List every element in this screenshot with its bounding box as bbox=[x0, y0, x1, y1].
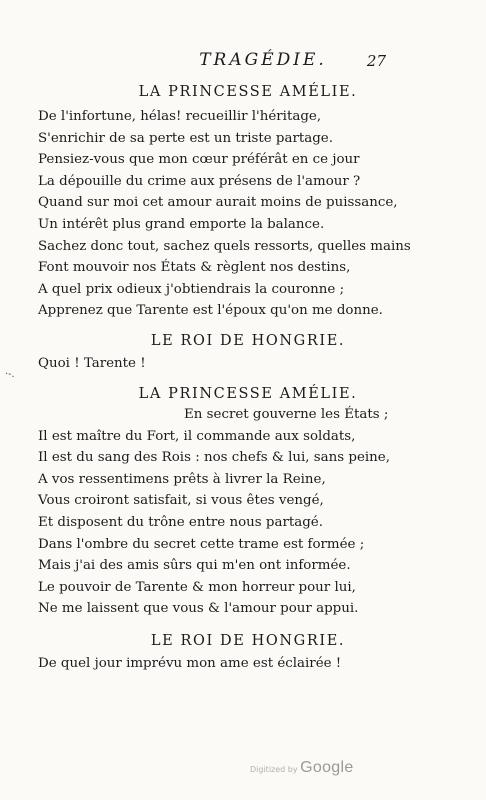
verse-line: Dans l'ombre du secret cette trame est formée ; bbox=[38, 536, 365, 552]
verse-line: Apprenez que Tarente est l'époux qu'on me donne. bbox=[38, 303, 383, 319]
speech-4 bbox=[38, 633, 458, 675]
speaker-heading: LE ROI DE HONGRIE. bbox=[150, 633, 346, 649]
verse-line: Le pouvoir de Tarente & mon horreur pour lui, bbox=[38, 579, 356, 595]
verse-line: Il est du sang des Rois : nos chefs & lui, sans peine, bbox=[38, 450, 390, 466]
verse-line: Vous croiront satisfait, si vous êtes vengé, bbox=[38, 493, 324, 509]
watermark-prefix: Digitized by bbox=[250, 765, 298, 774]
speaker-heading: LA PRINCESSE AMÉLIE. bbox=[138, 84, 358, 100]
speech-3 bbox=[38, 386, 458, 620]
verse-line: Il est maître du Fort, il commande aux soldats, bbox=[38, 428, 356, 444]
digitization-watermark bbox=[250, 759, 354, 777]
page-number: 27 bbox=[366, 52, 386, 70]
running-title: TRAGÉDIE. bbox=[199, 50, 327, 70]
verse-line: La dépouille du crime aux présens de l'amour ? bbox=[38, 173, 361, 189]
verse-line: A quel prix odieux j'obtiendrais la couronne ; bbox=[38, 281, 345, 297]
verse-line: S'enrichir de sa perte est un triste partage. bbox=[38, 130, 333, 146]
verse-line: Ne me laissent que vous & l'amour pour appui. bbox=[38, 601, 359, 617]
verse-line: Pensiez-vous que mon cœur préférât en ce jour bbox=[38, 152, 360, 168]
speaker-heading: LE ROI DE HONGRIE. bbox=[150, 333, 346, 349]
watermark-brand: Google bbox=[300, 759, 354, 776]
verse-line: Mais j'ai des amis sûrs qui m'en ont informée. bbox=[38, 558, 351, 574]
verse-line: Quand sur moi cet amour aurait moins de puissance, bbox=[38, 195, 398, 211]
speech-2 bbox=[38, 333, 458, 375]
speaker-heading: LA PRINCESSE AMÉLIE. bbox=[138, 386, 358, 402]
speech-1 bbox=[38, 84, 458, 322]
verse-line: Un intérêt plus grand emporte la balance. bbox=[38, 216, 325, 232]
margin-mark: ·-. bbox=[5, 369, 15, 380]
verse-line: Et disposent du trône entre nous partagé. bbox=[38, 514, 323, 530]
verse-line: De l'infortune, hélas! recueillir l'héritage, bbox=[38, 109, 322, 124]
running-head bbox=[0, 50, 486, 70]
verse-line: Sachez donc tout, sachez quels ressorts, quelles mains bbox=[38, 238, 411, 254]
verse-line: De quel jour imprévu mon ame est éclairée ! bbox=[38, 656, 342, 671]
verse-line: En secret gouverne les États ; bbox=[184, 407, 389, 422]
verse-line: A vos ressentimens prêts à livrer la Reine, bbox=[38, 471, 326, 487]
verse-line: Font mouvoir nos États & règlent nos destins, bbox=[38, 260, 351, 276]
verse-line: Quoi ! Tarente ! bbox=[38, 356, 146, 371]
